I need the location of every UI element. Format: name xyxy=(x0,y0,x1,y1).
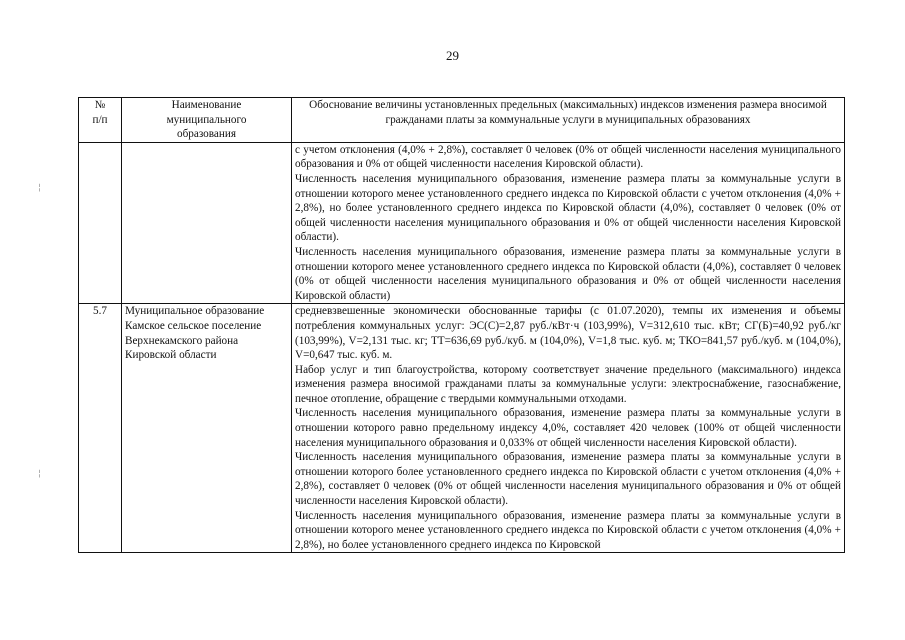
justification-paragraph: Численность населения муниципального образования, изменение размера платы за коммунальные услуги в отношении которого менее установленного среднего индекса по Кировской области (4,0%), составляет 0 человек (0% от общей численности населения муниципального образования и 0% от общей численности населения Кировской области) xyxy=(295,245,841,302)
justification-paragraph: средневзвешенные экономически обоснованные тарифы (с 01.07.2020), темпы их изменения и объемы потребления коммунальных услуг: ЭС(С)=2,87 руб./кВт·ч (103,99%), V=312,610 тыс. кВт; СГ(Б)=40,92 руб./кг (103,99%), V=2,131 тыс. кг; ТТ=636,69 руб./куб. м (104,0%), V=1,8 тыс. куб. м; ТКО=841,57 руб./куб. м (104,0%), V=0,647 тыс. куб. м. xyxy=(295,305,841,362)
row-municipality-name xyxy=(122,142,292,304)
table-row xyxy=(79,304,845,553)
header-name-text: Наименование муниципального образования xyxy=(166,99,247,141)
header-name xyxy=(122,98,292,143)
justification-paragraph: с учетом отклонения (4,0% + 2,8%), составляет 0 человек (0% от общей численности населения муниципального образования и 0% от общей численности населения Кировской области). xyxy=(295,143,841,171)
justification-paragraph: Численность населения муниципального образования, изменение размера платы за коммунальные услуги в отношении которого менее установленного среднего индекса по Кировской области с учетом отклонения (4,0% + 2,8%), но более установленного среднего индекса по Кировской области (4,0%), составляет 0 человек (0% от общей численности населения муниципального образования и 0% от общей численности населения Кировской области). xyxy=(295,172,841,244)
tariff-index-table xyxy=(78,97,845,553)
table-row xyxy=(79,142,845,304)
header-justification xyxy=(292,98,845,143)
header-num xyxy=(79,98,122,143)
justification-paragraph: Численность населения муниципального образования, изменение размера платы за коммунальные услуги в отношении которого менее установленного среднего индекса по Кировской области с учетом отклонения (4,0% + 2,8%), но более установленного среднего индекса по Кировской xyxy=(295,509,841,551)
justification-paragraph: Набор услуг и тип благоустройства, которому соответствует значение предельного (максимального) индекса изменения размера вносимой гражданами платы за коммунальные услуги: электроснабжение, газоснабжение, печное отопление, обращение с твердыми коммунальными отходами. xyxy=(295,363,841,405)
margin-tick-mark: ¦ xyxy=(38,183,42,193)
row-municipality-name: Муниципальное образование Камское сельское поселение Верхнекамского района Кировской области xyxy=(122,304,292,553)
margin-tick-mark: ¦ xyxy=(38,469,42,479)
row-num xyxy=(79,142,122,304)
justification-paragraph: Численность населения муниципального образования, изменение размера платы за коммунальные услуги в отношении которого более установленного среднего индекса по Кировской области с учетом отклонения (4,0% + 2,8%), составляет 0 человек (0% от общей численности населения муниципального образования и 0% от общей численности населения Кировской области). xyxy=(295,451,841,508)
row-justification xyxy=(292,142,845,304)
table-header-row xyxy=(79,98,845,143)
row-justification xyxy=(292,304,845,553)
row-num: 5.7 xyxy=(79,304,122,553)
header-justification-text: Обоснование величины установленных предельных (максимальных) индексов изменения размера вносимой гражданами платы за коммунальные услуги в муниципальных образованиях xyxy=(309,99,827,126)
justification-paragraph: Численность населения муниципального образования, изменение размера платы за коммунальные услуги в отношении которого равно предельному индексу 4,0%, составляет 420 человек (100% от общей численности населения муниципального образования и 0,033% от общей численности населения Кировской области). xyxy=(295,407,841,449)
header-num-text: № п/п xyxy=(92,99,108,126)
page-number: 29 xyxy=(446,48,459,63)
